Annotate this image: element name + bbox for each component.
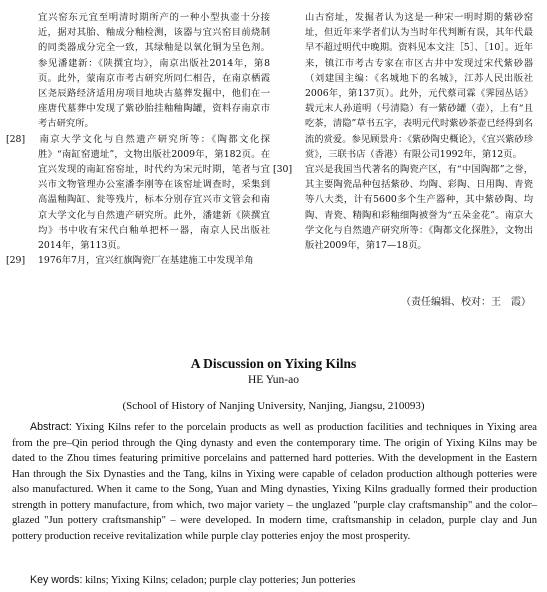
- editor-credit: （责任编辑、校对：王 霞）: [401, 297, 531, 308]
- right-column: [273, 10, 533, 253]
- footnote-28-text: 南京大学文化与自然遗产研究所等：《陶都文化探胜》“南缸窑遗址”，文物出版社2009年，第182页。在宜兴发现的南缸窑窑址，时代约为宋元时期，笔者与宜兴市文物管理办公室潘李刚等在该窑址调查时，采集到高温釉陶缸、瓮等残片，标本分别存宜兴市文管会和南京大学文化与自然遗产研究所。此外，潘建新《陕撰宜均》书中收有宋代白釉单把杯一器，南京人民出版社2014年，第113页。: [38, 133, 270, 252]
- abstract-text: Yixing Kilns refer to the porcelain products as well as production facilities and techniques in Yixing area from the pre–Qin period through the Qing dynasty and even the contemporary time. The origin of Yixing Kilns may be dated to the Zhou times featuring primitive porcelains and patterned hard potteries. With the development in the Eastern Han through the Six Dynasties and the Tang, kilns in Yixing were capable of celadon production although potteries were also manufactured. When it came to the Song, Yuan and Ming dynasties, Yixing Kilns gradually formed their production strength in pottery manufacture, from which, two major variety – the unglazed "purple clay craftsmanship" and the color–glazed "Jun pottery craftsmanship" – were developed. In modern time, craftsmanship in celadon, purple clay and Jun pottery production receive revitalization while purple clay potteries enjoy the most prosperity.: [12, 422, 537, 542]
- footnote-30-number: [30]: [273, 164, 293, 176]
- english-keywords: [12, 574, 537, 586]
- footnote-30: [273, 162, 533, 253]
- footnote-28: [6, 132, 270, 254]
- abstract-label: Abstract:: [30, 421, 72, 433]
- footnote-29-continuation: 山古窑址，发掘者认为这是一种宋一明时期的紫砂窑址，但近年来学者们认为当时年代判断有误，其年代最早不超过明代中晚期。资料见本文注［5］、［10］。近年来，镇江市考古专家在市区古井中发现过宋代紫砂器（刘建国主编：《名城地下的名城》，江苏人民出版社2006年，第137页）。此外，元代蔡司霖《霁园丛话》载元末人孙道明（号清隐）有一紫砂罐（壶），上有“且吃茶，清隐”草书五字，表明元代时紫砂茶壶已经得到名流的赏爱。参见顾景舟：《紫砂陶史概论》，《宜兴紫砂珍赏》，三联书店（香港）有限公司1992年，第12页。: [305, 12, 533, 160]
- footnote-29: [6, 253, 270, 268]
- footnote-27-continuation: 宜兴窑东元宜至明清时期所产的一种小型执壶十分接近，据对其胎、釉成分釉检测，该器与宜兴窑目前烧制的同类器成分完全一致，其绿釉是以氧化铜为呈色剂。参见潘建新：《陕撰宜均》，南京出版社2014年，第8页。此外，蒙南京市考古研究所同仁相告，在南京栖霞区尧辰路经济适用房项目地块古墓葬发掘中，他们在一座唐代墓葬中发现了紫砂胎挂釉釉陶罐，资料存南京市考古研究所。: [38, 12, 270, 130]
- english-abstract: [12, 420, 537, 544]
- english-author: HE Yun-ao: [248, 374, 299, 386]
- footnote-29-number: [29]: [6, 255, 26, 267]
- english-affiliation: (School of History of Nanjing University, Nanjing, Jiangsu, 210093): [122, 400, 425, 412]
- footnote-30-text: 宜兴是我国当代著名的陶瓷产区，有“中国陶都”之誉，其主要陶瓷品种包括紫砂、均陶、彩陶、日用陶、青瓷等八大类，计有5600多个生产器种，其中紫砂陶、均陶、青瓷、精陶和彩釉细陶被誉为“五朵金花”。南京大学文化与自然遗产研究所等：《陶都文化探胜》，文物出版社2009年，第17—18页。: [305, 164, 533, 252]
- footnote-29-text: 1976年7月，宜兴红旗陶瓷厂在基建施工中发现羊角: [38, 255, 254, 267]
- keywords-label: Key words:: [30, 574, 83, 586]
- keywords-text: kilns; Yixing Kilns; celadon; purple clay potteries; Jun potteries: [85, 575, 356, 586]
- english-title: A Discussion on Yixing Kilns: [190, 356, 357, 371]
- footnote-28-number: [28]: [6, 133, 26, 145]
- left-column: [6, 10, 270, 268]
